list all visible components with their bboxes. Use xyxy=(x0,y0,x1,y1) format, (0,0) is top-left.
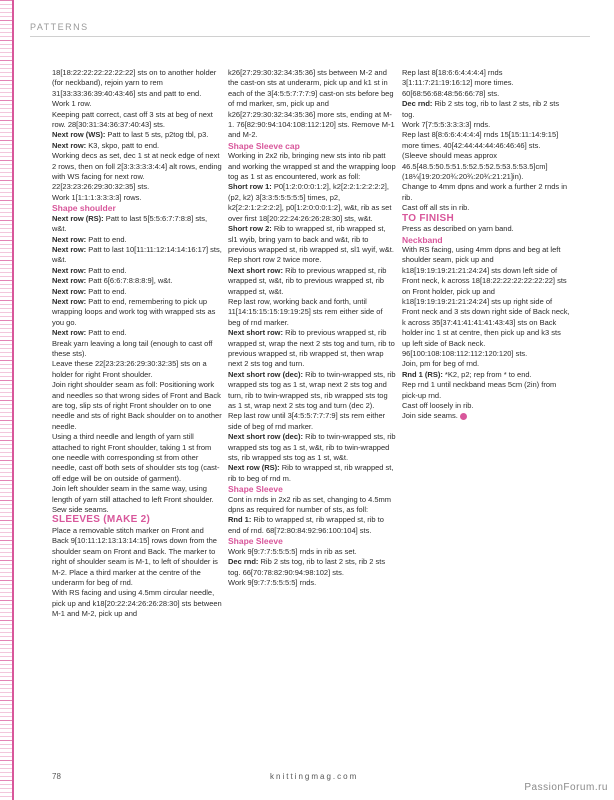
pattern-paragraph xyxy=(52,193,222,203)
pattern-paragraph xyxy=(52,287,222,297)
pattern-paragraph xyxy=(228,557,396,578)
pattern-paragraph xyxy=(402,151,570,182)
instruction-text: Leave these 22[23:23:26:29:30:32:35] sts on a holder for right Front shoulder. xyxy=(52,359,207,379)
pattern-paragraph xyxy=(52,380,222,432)
pattern-paragraph xyxy=(52,328,222,338)
instruction-text: Patt to last 10[11:11:12:14:14:16:17] sts, w&t. xyxy=(52,244,222,265)
pattern-paragraph xyxy=(402,370,570,380)
instruction-label: Next row: xyxy=(52,140,87,150)
pattern-paragraph xyxy=(52,130,222,140)
subheading: Shape Sleeve xyxy=(228,536,283,547)
instruction-text: Place a removable stitch marker on Front and Back 9[10:11:12:13:13:14:15] rows down from the shoulder seam on Front and Back. The marker to right of shoulder seam is M-1, to left of shoulder is M-2. Place a third marker at the centre of the underarm for beg of rnd. xyxy=(52,525,218,587)
pattern-paragraph xyxy=(228,68,396,141)
pattern-paragraph xyxy=(52,110,222,131)
instruction-text: Join side seams. xyxy=(402,411,458,421)
instruction-label: Next row: xyxy=(52,296,87,306)
instruction-label: Next row (RS): xyxy=(52,213,104,223)
pattern-paragraph xyxy=(228,370,396,412)
instruction-text: Keeping patt correct, cast off 3 sts at beg of next row. 28[30:31:34:36:37:40:43] sts. xyxy=(52,109,213,130)
instruction-text: Rib 2 sts tog, rib to last 2 sts, rib 2 sts tog. 66[70:78:82:90:94:98:102] sts. xyxy=(228,557,386,577)
instruction-label: Next row: xyxy=(52,244,87,254)
pattern-paragraph xyxy=(402,245,570,359)
pattern-paragraph xyxy=(228,328,396,370)
instruction-text: Change to 4mm dpns and work a further 2 rnds in rib. xyxy=(402,182,568,202)
instruction-text: Patt to end. xyxy=(86,286,127,296)
instruction-label: Dec rnd: xyxy=(228,557,259,567)
instruction-text: With RS facing, using 4mm dpns and beg at left shoulder seam, pick up and k18[19:19:19:21:21:24:24] sts down left side of Front neck, k across 18[18:22:22:22:22:22:22] sts on Front holder, pick up and k18[19:19:19:21:21:24:24] sts up right side of Front neck and 3 sts down right side of Back neck, k across 35[37:41:41:41:41:43:43] sts on Back holder inc 1 st at centre, then pick up and k3 sts up left side of Back neck. 96[100:108:108:112:112:120:120] sts. xyxy=(402,244,570,358)
instruction-text: Rep last 8[18:6:6:4:4:4:4] rnds 3[1:11:7:21:19:16:12] more times. 60[68:56:68:48:56:66:78] sts. xyxy=(402,68,514,98)
instruction-text: Cont in rnds in 2x2 rib as set, changing to 4.5mm dpns as required for number of sts, as foll: xyxy=(228,494,392,515)
subheading: Shape Sleeve xyxy=(228,484,283,495)
pattern-paragraph xyxy=(402,130,570,151)
instruction-text: Rib 2 sts tog, rib to last 2 sts, rib 2 sts tog. xyxy=(402,99,560,119)
instruction-label: Next row (WS): xyxy=(52,130,106,140)
pattern-paragraph xyxy=(402,401,570,411)
instruction-text: *K2, p2; rep from * to end. xyxy=(442,369,532,379)
site-url: knittingmag.com xyxy=(270,772,359,781)
instruction-text: Patt to end. xyxy=(86,234,127,244)
pattern-column-3 xyxy=(402,68,570,422)
pattern-paragraph xyxy=(228,255,396,265)
pattern-paragraph xyxy=(228,151,396,182)
pattern-paragraph xyxy=(402,411,570,421)
instruction-text: Sew side seams. xyxy=(52,505,109,515)
instruction-text: Patt to end. xyxy=(86,265,127,275)
instruction-label: Next row: xyxy=(52,286,87,296)
pattern-paragraph xyxy=(228,182,396,224)
pattern-paragraph xyxy=(402,120,570,130)
instruction-text: Rep short row 2 twice more. xyxy=(228,255,322,265)
pattern-paragraph xyxy=(52,266,222,276)
pattern-paragraph xyxy=(52,151,222,193)
instruction-text: Working decs as set, dec 1 st at neck edge of next 2 rows, then on foll 2[3:3:3:3:3:4:4] alt rows, ending with WS facing for next row. 22[23:23:26:29:30:32:35] sts. xyxy=(52,151,222,192)
instruction-label: Next row: xyxy=(52,276,87,286)
instruction-text: Rib to twin-wrapped sts, rib wrapped sts tog as 1 st, wrap next 2 sts tog and turn, rib to twin-wrapped sts, rib wrapped sts tog as 1 st, wrap next 2 sts tog and turn (dec 2). xyxy=(228,369,396,410)
pattern-paragraph xyxy=(52,276,222,286)
section-label: PATTERNS xyxy=(30,22,89,32)
pattern-paragraph xyxy=(228,515,396,536)
instruction-label: Next short row (dec): xyxy=(228,432,304,442)
pattern-paragraph xyxy=(52,588,222,619)
instruction-text: Work 7[7:5:5:3:3:3:3] rnds. xyxy=(402,120,491,130)
pattern-paragraph xyxy=(52,484,222,505)
instruction-label: Next row: xyxy=(52,234,87,244)
subheading: Shape shoulder xyxy=(52,203,116,214)
pattern-paragraph xyxy=(228,411,396,432)
instruction-text: P0[1:2:0:0:0:1:2], k2[2:2:1:2:2:2:2], (p2, k2) 3[3:3:5:5:5:5:5] times, p2, k2[2:2:1:2:2:2:2], p0[1:2:0:0:0:1:2], w&t, rib as set over first 18[20:22:24:26:26:28:30] sts, w&t. xyxy=(228,182,392,223)
pattern-paragraph xyxy=(228,463,396,484)
instruction-text: Rep rnd 1 until neckband meas 5cm (2in) from pick-up rnd. xyxy=(402,380,557,400)
pattern-paragraph xyxy=(228,266,396,297)
instruction-text: Rib to twin-wrapped sts, rib wrapped sts tog as 1 st, w&t, rib to twin-wrapped sts, rib wrapped sts tog as 1 st, w&t. xyxy=(228,432,396,463)
instruction-label: Next short row (dec): xyxy=(228,369,304,379)
instruction-text: Patt to last 5[5:5:6:7:7:8:8] sts, w&t. xyxy=(52,213,208,234)
instruction-label: Short row 2: xyxy=(228,224,272,234)
instruction-text: Rib to wrapped st, rib wrapped st, rib to beg of rnd m. xyxy=(228,463,394,483)
instruction-text: Work 1 row. xyxy=(52,99,92,109)
instruction-text: K3, skpo, patt to end. xyxy=(86,140,160,150)
instruction-text: Rib to previous wrapped st, rib wrapped st, wrap the next 2 sts tog and turn, rib to previous wrapped st, rib wrapped st, then wrap next 2 sts tog and turn. xyxy=(228,328,395,369)
subheading: Neckband xyxy=(402,234,443,245)
pattern-paragraph xyxy=(52,526,222,588)
pattern-paragraph xyxy=(228,432,396,463)
instruction-text: Press as described on yarn band. xyxy=(402,224,514,234)
instruction-text: Rib to wrapped st, rib wrapped st, sl1 wyib, bring yarn to back and w&t, rib to previous wrapped st, rib wrapped st, sl1 wyif, w&t. xyxy=(228,224,394,254)
subheading: Shape Sleeve cap xyxy=(228,140,300,151)
instruction-text: Join left shoulder seam in the same way, using length of yarn still attached to left Front shoulder. xyxy=(52,484,214,504)
instruction-label: Next short row: xyxy=(228,265,284,275)
section-heading: TO FINISH xyxy=(402,212,454,224)
instruction-label: Rnd 1: xyxy=(228,515,252,525)
pattern-paragraph xyxy=(402,99,570,120)
pattern-paragraph xyxy=(52,339,222,360)
instruction-label: Next short row: xyxy=(228,328,284,338)
watermark: PassionForum.ru xyxy=(524,782,608,793)
pattern-paragraph xyxy=(228,297,396,328)
pattern-column-2 xyxy=(228,68,396,588)
section-heading: SLEEVES (MAKE 2) xyxy=(52,514,151,526)
instruction-text: Join, pm for beg of rnd. xyxy=(402,359,480,369)
pattern-paragraph xyxy=(228,224,396,255)
pattern-paragraph xyxy=(402,224,570,234)
pattern-paragraph xyxy=(52,68,222,99)
pattern-paragraph xyxy=(228,578,396,588)
instruction-label: Rnd 1 (RS): xyxy=(402,369,443,379)
pattern-paragraph xyxy=(402,182,570,203)
instruction-text: Using a third needle and length of yarn still attached to right Front shoulder, taking 1 st from one needle with corresponding st from other needle, cast off both sets of shoulder sts tog (cast-off edge will be on outside of garment). xyxy=(52,432,220,483)
instruction-text: (Sleeve should meas approx 46.5[48.5:50.5:51.5:52.5:52.5:53.5:53.5]cm] (18¼[19:20:20¾:20¾:20¾:21:21]in). xyxy=(402,151,548,182)
instruction-text: Rep last row, working back and forth, until 11[14:15:15:15:19:19:25] sts rem either side of beg of rnd marker. xyxy=(228,296,383,327)
instruction-text: Work 1[1:1:1:3:3:3:3] rows. xyxy=(52,192,142,202)
pattern-paragraph xyxy=(402,68,570,99)
instruction-text: Patt to end, remembering to pick up wrapping loops and work tog with wrapped sts as you go. xyxy=(52,296,216,327)
page-number: 78 xyxy=(52,772,61,781)
instruction-text: Break yarn leaving a long tail (enough to cast off these sts). xyxy=(52,338,213,358)
pattern-paragraph xyxy=(402,380,570,401)
instruction-text: Cast off loosely in rib. xyxy=(402,401,474,410)
pattern-paragraph xyxy=(402,359,570,369)
pattern-paragraph xyxy=(52,141,222,151)
instruction-text: Work 9[9:7:7:5:5:5:5] rnds. xyxy=(228,577,317,587)
ruler-major-ticks xyxy=(0,0,12,800)
pattern-paragraph xyxy=(52,214,222,235)
pattern-paragraph xyxy=(52,245,222,266)
instruction-label: Next row: xyxy=(52,265,87,275)
pattern-paragraph xyxy=(52,235,222,245)
instruction-text: Working in 2x2 rib, bringing new sts into rib patt and working the wrapped st and the wrapping loop tog as 1 st as encountered, work as foll: xyxy=(228,151,396,182)
instruction-text: Rib to wrapped st, rib wrapped st, rib to end of rnd. 68[72:80:84:92:96:100:104] sts. xyxy=(228,515,384,535)
instruction-label: Next row (RS): xyxy=(228,463,280,473)
instruction-text: Patt to last 5 sts, p2tog tbl, p3. xyxy=(105,130,209,140)
instruction-text: Cast off all sts in rib. xyxy=(402,203,470,213)
instruction-text: Work 9[9:7:7:5:5:5:5] rnds in rib as set. xyxy=(228,546,357,556)
instruction-text: 18[18:22:22:22:22:22:22] sts on to another holder (for neckband), rejoin yarn to rem 31[33:33:36:39:40:43:46] sts and patt to end. xyxy=(52,68,217,98)
instruction-label: Dec rnd: xyxy=(402,99,433,109)
end-mark-icon xyxy=(460,413,467,420)
header-divider xyxy=(30,36,590,37)
pattern-paragraph xyxy=(228,547,396,557)
instruction-text: Patt 6[6:6:7:8:8:8:9], w&t. xyxy=(86,276,173,286)
instruction-text: With RS facing and using 4.5mm circular needle, pick up and k18[20:22:24:26:26:28:30] sts between M-1 and M-2, pick up and xyxy=(52,588,222,619)
instruction-label: Next row: xyxy=(52,328,87,338)
instruction-text: Rep last 8[8:6:6:4:4:4:4] rnds 15[15:11:14:9:15] more times. 40[42:44:44:44:46:46:46] sts. xyxy=(402,130,559,150)
pattern-paragraph xyxy=(228,495,396,516)
instruction-text: k26[27:29:30:32:34:35:36] sts between M-2 and the cast-on sts at underarm, pick up and k1 st in each of the 3[4:5:5:7:7:7:9] cast-on sts before beg of rnd marker, sm, pick up and k26[27:29:30:32:34:35:36] more sts, ending at M-1. 76[82:90:94:104:108:112:120] sts. Remove M-1 and M-2. xyxy=(228,68,395,140)
instruction-text: Join right shoulder seam as foll: Positioning work and needles so that wrong sides of Front and Back are tog, slip sts of right Front shoulder on to one needle and sts of right Back shoulder on to another needle. xyxy=(52,380,222,431)
instruction-text: Patt to end. xyxy=(86,328,127,338)
instruction-label: Short row 1: xyxy=(228,182,272,192)
pattern-paragraph xyxy=(52,432,222,484)
pattern-paragraph xyxy=(52,359,222,380)
instruction-text: Rib to previous wrapped st, rib wrapped st, w&t, rib to previous wrapped st, rib wrapped st, w&t. xyxy=(228,265,387,296)
pattern-paragraph xyxy=(52,297,222,328)
pattern-column-1 xyxy=(52,68,222,620)
pattern-paragraph xyxy=(52,99,222,109)
instruction-text: Rep last row until 3[4:5:5:7:7:7:9] sts rem either side of beg of rnd marker. xyxy=(228,411,386,431)
